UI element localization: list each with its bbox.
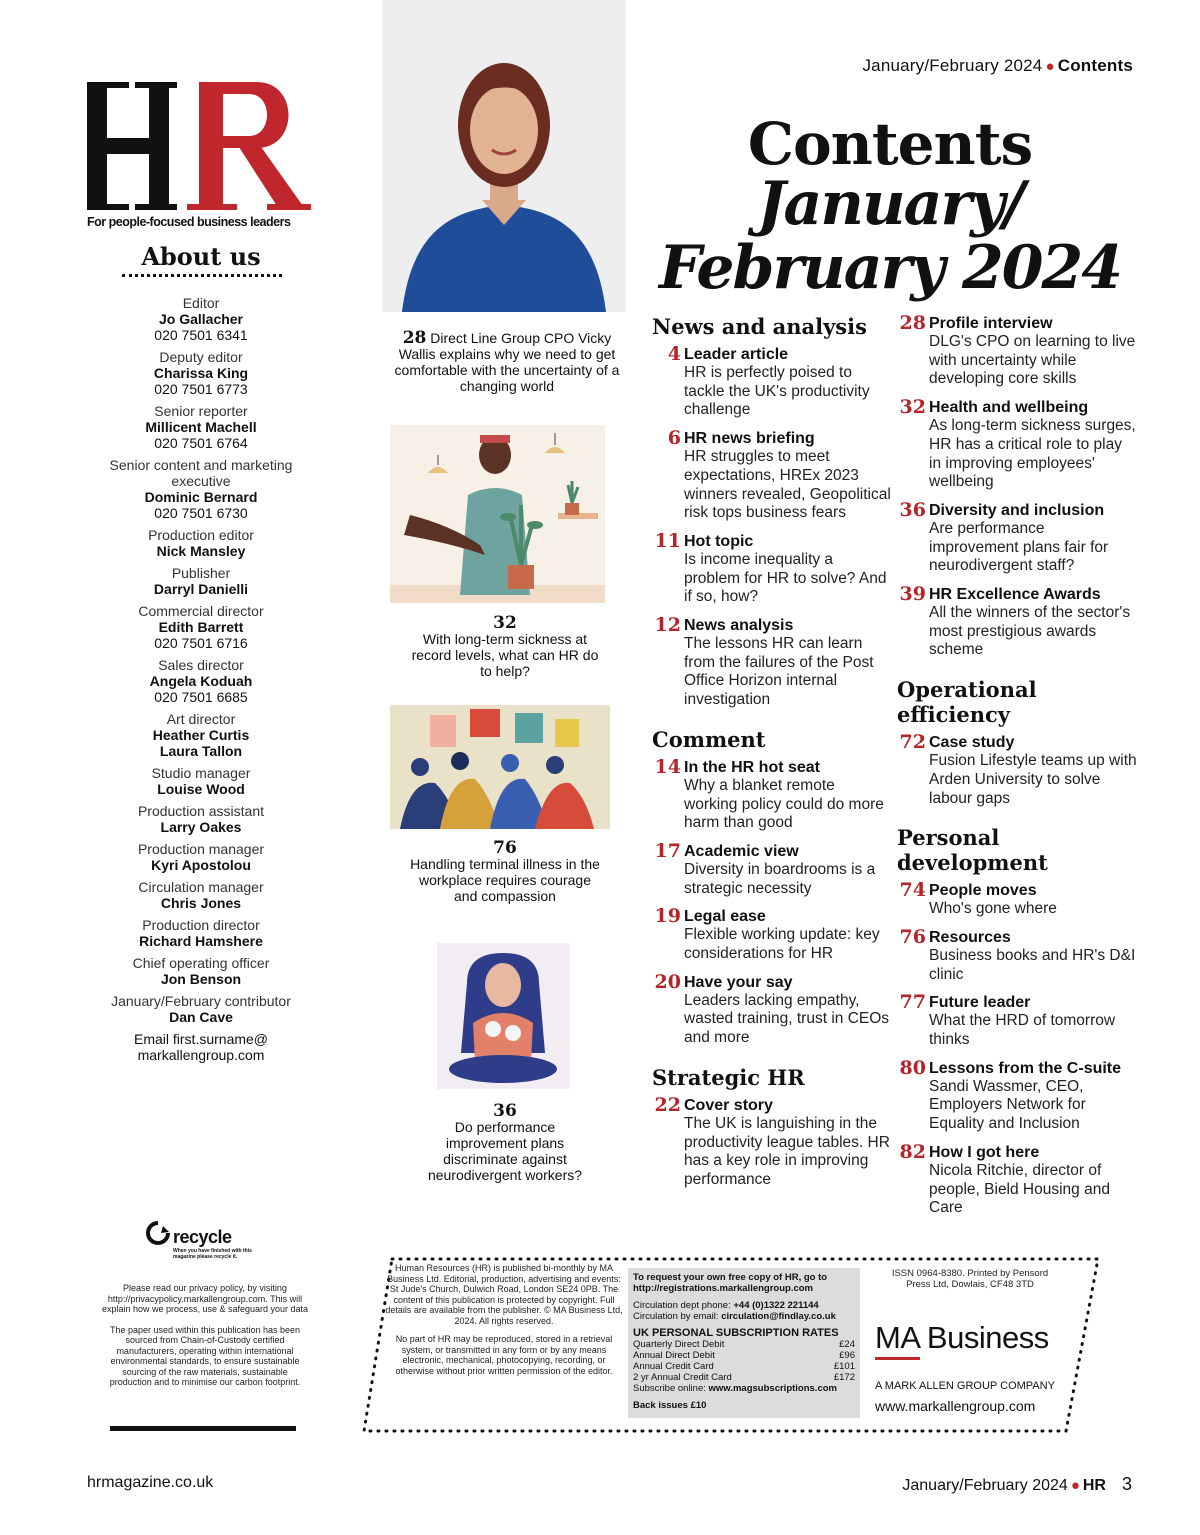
feature-caption-4: 36 Do performance improvement plans discriminate against neurodivergent workers? (427, 1101, 583, 1183)
staff-name: Dominic Bernard (144, 489, 258, 505)
staff-member (87, 403, 315, 451)
footer-issue: January/February 2024 ● HR 3 (902, 1474, 1132, 1494)
staff-role: Art director (166, 711, 236, 727)
entry-description: Fusion Lifestyle teams up with Arden University to solve labour gaps (929, 752, 1137, 807)
staff-member (87, 841, 315, 873)
entry-description: Why a blanket remote working policy could do more harm than good (684, 776, 884, 832)
staff-phone: 020 7501 6685 (154, 689, 248, 705)
staff-member (87, 603, 315, 651)
section-spacer (897, 817, 1137, 825)
rate-price: £172 (833, 1372, 855, 1383)
rate-price: £101 (833, 1361, 855, 1372)
contents-entry[interactable] (897, 993, 1137, 1049)
entry-description: Nicola Ritchie, director of people, Bield Housing and Care (929, 1161, 1110, 1217)
entry-description: Business books and HR's D&I clinic (929, 946, 1136, 983)
staff-role: Sales director (158, 657, 244, 673)
entry-description: As long-term sickness surges, HR has a critical role to play in improving employees' wellbeing (929, 417, 1136, 491)
entry-title: Case study (929, 734, 1015, 752)
staff-member (87, 879, 315, 911)
email-address[interactable]: first.surname@ markallengroup.com (137, 1031, 269, 1063)
entry-description: Are performance improvement plans fair for neurodivergent staff? (929, 519, 1109, 575)
staff-phone: 020 7501 6773 (154, 381, 248, 397)
staff-member (87, 349, 315, 397)
entry-description: Who's gone where (929, 900, 1057, 918)
entry-description: The lessons HR can learn from the failures of the Post Office Horizon internal investigation (684, 635, 874, 709)
rate-row (633, 1339, 855, 1350)
entry-page-number: 39 (899, 583, 926, 606)
contents-entry[interactable] (652, 429, 892, 523)
contents-title: Contents (747, 110, 1033, 178)
feature-caption-2: 32 With long-term sickness at record levels, what can HR do to help? (411, 613, 599, 679)
section-spacer (652, 1057, 892, 1065)
recycle-word: recycle (173, 1227, 232, 1247)
entry-page-number: 74 (899, 879, 926, 902)
entry-title: Future leader (929, 994, 1031, 1012)
rate-price: £96 (839, 1350, 855, 1361)
about-title: About us (141, 242, 261, 271)
rate-row (633, 1361, 855, 1372)
entry-page-number: 76 (899, 925, 926, 948)
entry-description: Flexible working update: key considerations for HR (684, 926, 880, 963)
staff-role: Studio manager (151, 765, 251, 781)
entry-description: The UK is languishing in the productivity league tables. HR has a key role in improving performance (684, 1114, 890, 1188)
staff-member (87, 955, 315, 987)
staff-phone: 020 7501 6730 (154, 505, 248, 521)
staff-member (87, 527, 315, 559)
entry-page-number: 11 (654, 529, 681, 552)
entry-title: Hot topic (684, 532, 754, 550)
issn-printer: ISSN 0964-8380. Printed by Pensord Press Ltd, Dowlais, CF48 3TD (891, 1268, 1049, 1290)
entry-title: Diversity and inclusion (929, 501, 1105, 519)
staff-member (87, 765, 315, 797)
entry-description: Diversity in boardrooms is a strategic necessity (684, 860, 876, 897)
entry-page-number: 80 (899, 1056, 926, 1079)
section-spacer (652, 719, 892, 727)
staff-name: Angela Koduah (149, 673, 253, 689)
staff-name: Jon Benson (160, 971, 242, 987)
entry-page-number: 20 (654, 970, 681, 993)
header-issue: January/February 2024 ● Contents (862, 56, 1133, 75)
recycle-note: When you have finished with this magazine please recycle it. (173, 1248, 252, 1260)
staff-name: Kyri Apostolou (151, 857, 251, 873)
entry-page-number: 82 (899, 1140, 926, 1163)
staff-role: Circulation manager (138, 879, 264, 895)
section-title: Personal development (897, 825, 1048, 876)
staff-role: Chief operating officer (132, 955, 270, 971)
entry-title: Have your say (684, 973, 793, 991)
staff-name: Dan Cave (169, 1009, 233, 1025)
entry-title: Lessons from the C-suite (929, 1059, 1122, 1077)
entry-description: Leaders lacking empathy, wasted training, trust in CEOs and more (684, 991, 890, 1047)
gardening-illustration (390, 425, 605, 603)
footer-site[interactable]: hrmagazine.co.uk (87, 1474, 214, 1491)
entry-page-number: 4 (667, 343, 681, 365)
entry-page-number: 77 (899, 991, 926, 1014)
entry-description: HR is perfectly poised to tackle the UK's productivity challenge (684, 364, 870, 419)
contents-entry[interactable] (652, 345, 892, 420)
contents-issue-title: January/ February 2024 (659, 169, 1121, 303)
footer-rule (110, 1426, 296, 1431)
rate-label: Annual Credit Card (633, 1361, 714, 1372)
staff-role: Production director (142, 917, 260, 933)
contents-entry[interactable] (897, 925, 1137, 984)
staff-name: Richard Hamshere (139, 933, 263, 949)
staff-member (87, 917, 315, 949)
contents-entry[interactable] (897, 314, 1137, 389)
mark-allen-group: A MARK ALLEN GROUP COMPANY (875, 1380, 1055, 1392)
entry-description: All the winners of the sector's most prestigious awards scheme (929, 604, 1131, 659)
contents-entry[interactable] (652, 1093, 892, 1190)
staff-email (87, 1031, 315, 1063)
staff-name: Millicent Machell (145, 419, 257, 435)
entry-title: Cover story (684, 1096, 773, 1114)
contents-entry[interactable] (652, 839, 892, 898)
staff-name: Edith Barrett (158, 619, 244, 635)
staff-name: Nick Mansley (156, 543, 246, 559)
entry-page-number: 19 (654, 905, 681, 928)
entry-title: Leader article (684, 346, 789, 363)
rates-list (633, 1339, 855, 1383)
entry-title: Resources (929, 928, 1011, 946)
entry-page-number: 17 (654, 839, 681, 862)
logo-tagline: For people-focused business leaders (87, 215, 291, 229)
copyright-notice: No part of HR may be reproduced, stored in a retrieval system, or transmitted in any form or by any means electronic, mechanical, photocopying, recording, or otherwise without prior written permission of the editor. (395, 1334, 613, 1376)
entry-title: Legal ease (684, 908, 766, 926)
entry-description: Is income inequality a problem for HR to solve? And if so, how? (684, 550, 887, 606)
staff-role: Production editor (148, 527, 254, 543)
staff-role: Senior reporter (154, 403, 248, 419)
entry-page-number: 72 (899, 731, 926, 754)
staff-name: Darryl Danielli (153, 581, 249, 597)
staff-name: Jo Gallacher (158, 311, 244, 327)
contents-entry[interactable] (652, 970, 892, 1048)
staff-role: Production manager (137, 841, 265, 857)
contents-entry[interactable] (897, 498, 1137, 576)
entry-title: Profile interview (929, 315, 1053, 332)
contents-entry[interactable] (652, 907, 892, 963)
staff-member (87, 657, 315, 705)
staff-phone: 020 7501 6716 (154, 635, 248, 651)
section-title: Strategic HR (652, 1064, 805, 1090)
staff-role: Publisher (171, 565, 231, 581)
entry-description: Sandi Wassmer, CEO, Employers Network for Equality and Inclusion (929, 1077, 1086, 1133)
staff-name: Chris Jones (160, 895, 242, 911)
staff-role: Editor (182, 295, 220, 311)
privacy-notice (100, 1283, 310, 1398)
staff-role: Commercial director (138, 603, 264, 619)
entry-page-number: 32 (899, 396, 926, 419)
staff-name: Louise Wood (157, 781, 245, 797)
entry-title: HR news briefing (684, 430, 815, 448)
self-hug-illustration (437, 943, 570, 1089)
free-copy-request: To request your own free copy of HR, go to http://registrations.markallengroup.com (633, 1272, 828, 1294)
subscribe-online: Subscribe online: www.magsubscriptions.com (633, 1383, 837, 1394)
entry-page-number: 28 (899, 312, 926, 334)
contents-entry[interactable] (897, 1140, 1137, 1218)
staff-phone: 020 7501 6764 (154, 435, 248, 451)
feature-caption-3: 76 Handling terminal illness in the workplace requires courage and compassion (410, 838, 600, 904)
rates-title: UK PERSONAL SUBSCRIPTION RATES (633, 1327, 839, 1339)
mark-allen-website[interactable]: www.markallengroup.com (875, 1398, 1036, 1414)
staff-name: Heather Curtis Laura Tallon (152, 727, 250, 759)
portrait-photo (382, 0, 626, 312)
entry-page-number: 22 (654, 1093, 681, 1116)
entry-title: Academic view (684, 842, 799, 860)
back-issues: Back issues £10 (633, 1400, 707, 1411)
contents-entry[interactable] (897, 398, 1137, 492)
publisher-info (385, 1263, 623, 1384)
entry-title: People moves (929, 882, 1037, 900)
entry-page-number: 14 (654, 755, 681, 778)
contents-entry[interactable] (897, 733, 1137, 808)
contents-entry[interactable] (652, 616, 892, 710)
entry-description: DLG's CPO on learning to live with uncertainty while developing core skills (929, 333, 1136, 388)
entry-description: What the HRD of tomorrow thinks (929, 1012, 1116, 1049)
page-number: 3 (1121, 1474, 1132, 1494)
logo-underline (875, 1357, 920, 1360)
about-divider (122, 274, 282, 277)
contents-column-left (652, 314, 892, 1199)
contents-entry[interactable] (897, 881, 1137, 919)
staff-phone: 020 7501 6341 (154, 327, 248, 343)
rate-price: £24 (839, 1339, 855, 1350)
section-title: News and analysis (652, 314, 867, 339)
staff-role: Deputy editor (159, 349, 243, 365)
circulation-email: Circulation by email: circulation@findlay.co.uk (633, 1311, 836, 1322)
entry-title: News analysis (684, 617, 794, 635)
section-title: Operational efficiency (897, 677, 1037, 728)
entry-page-number: 6 (667, 427, 681, 450)
entry-title: How I got here (929, 1143, 1040, 1161)
entry-title: HR Excellence Awards (929, 586, 1101, 604)
privacy-policy-text: Please read our privacy policy, by visiting http://privacypolicy.markallengroup.com. This will explain how we process, use & safeguard your data (101, 1283, 309, 1314)
staff-member (87, 711, 315, 759)
entry-title: Health and wellbeing (929, 399, 1089, 417)
subscription-panel (628, 1268, 860, 1418)
staff-list (87, 295, 315, 1063)
circulation-phone: Circulation dept phone: +44 (0)1322 221144 (633, 1300, 819, 1311)
staff-member (87, 295, 315, 343)
staff-role: January/February contributor (111, 993, 291, 1009)
staff-member (87, 803, 315, 835)
rate-label: 2 yr Annual Credit Card (633, 1372, 732, 1383)
recycle-icon (145, 1220, 171, 1246)
contents-entry[interactable] (897, 585, 1137, 660)
paper-sourcing-text: The paper used within this publication has been sourced from Chain-of-Custody certified manufacturers, operating within international environmental standards, to ensure sustainable sourcing of the raw materials, sustainable production and to minimise our carbon footprint. (109, 1324, 301, 1387)
entry-title: In the HR hot seat (684, 758, 821, 776)
entry-description: HR struggles to meet expectations, HREx 2023 winners revealed, Geopolitical risk tops business fears (684, 448, 891, 522)
contents-column-right (897, 314, 1137, 1227)
staff-role: Senior content and marketing executive (109, 457, 293, 489)
staff-name: Charissa King (153, 365, 249, 381)
rate-row (633, 1372, 855, 1383)
staff-member (87, 457, 315, 521)
hr-logo (87, 80, 317, 212)
contents-entry[interactable] (652, 755, 892, 833)
section-title: Comment (652, 726, 766, 752)
team-illustration (390, 705, 610, 829)
rate-label: Quarterly Direct Debit (633, 1339, 725, 1350)
staff-member (87, 565, 315, 597)
rate-label: Annual Direct Debit (633, 1350, 715, 1361)
entry-page-number: 36 (899, 498, 926, 521)
rate-row (633, 1350, 855, 1361)
staff-role: Production assistant (137, 803, 265, 819)
staff-name: Larry Oakes (160, 819, 242, 835)
ma-business-logo: MA Business (875, 1320, 1049, 1356)
staff-member (87, 993, 315, 1025)
contents-entry[interactable] (897, 1056, 1137, 1134)
email-label: Email (133, 1031, 169, 1047)
feature-caption-1: 28 Direct Line Group CPO Vicky Wallis explains why we need to get comfortable with the uncertainty of a changing world (394, 328, 620, 394)
section-spacer (897, 669, 1137, 677)
entry-page-number: 12 (654, 614, 681, 637)
recycle-mark (145, 1220, 265, 1260)
publisher-statement: Human Resources (HR) is published bi-monthly by MA Business Ltd. Editorial, production, advertising and events: St Jude's Church, Dulwich Road, London SE24 0PB. The content of this publication is protected by copyright. Full details are available from the publisher. © MA Business Ltd, 2024. All rights reserved. (385, 1263, 623, 1326)
contents-entry[interactable] (652, 529, 892, 607)
